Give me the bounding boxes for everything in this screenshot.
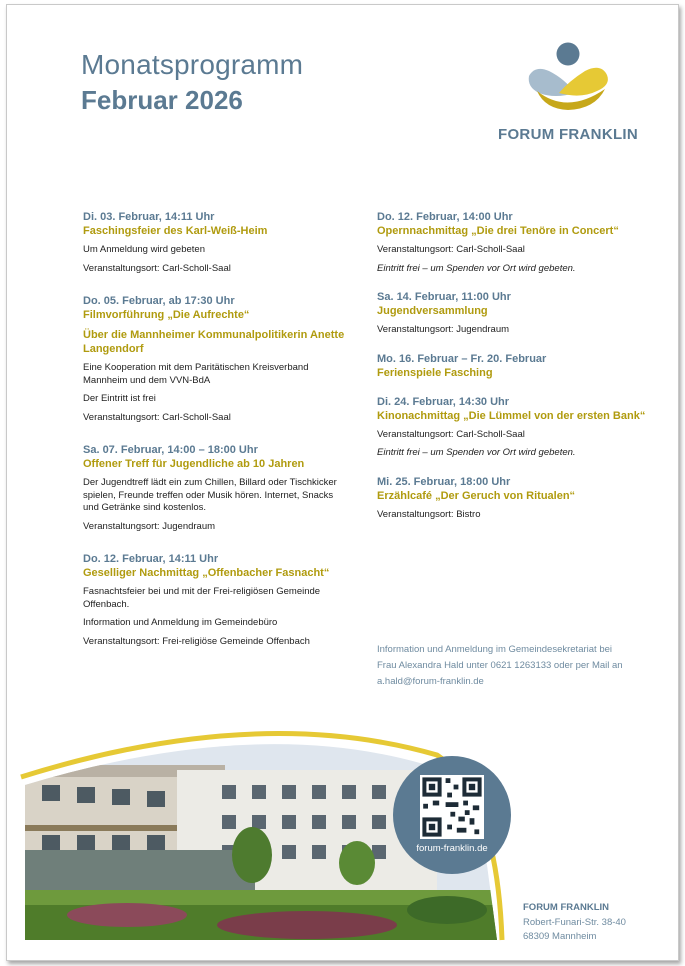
event-title: Opernnachmittag „Die drei Tenöre in Concert“ [377, 225, 619, 237]
event-date: Do. 12. Februar, 14:00 Uhr [377, 211, 513, 223]
event-venue: Veranstaltungsort: Jugendraum [83, 520, 216, 532]
event-date: Di. 03. Februar, 14:11 Uhr [83, 211, 215, 223]
event-date: Sa. 14. Februar, 11:00 Uhr [377, 291, 511, 303]
event-date: Do. 05. Februar, ab 17:30 Uhr [83, 295, 235, 307]
logo-text: FORUM FRANKLIN [498, 126, 639, 143]
event-venue: Veranstaltungsort: Bistro [377, 508, 481, 520]
event-venue: Veranstaltungsort: Carl-Scholl-Saal [377, 428, 525, 440]
event-title: Jugendversammlung [377, 305, 488, 317]
event-date: Do. 12. Februar, 14:11 Uhr [83, 553, 219, 565]
qr-url[interactable]: forum-franklin.de [416, 843, 488, 854]
logo-right-wing [559, 68, 608, 96]
event-item [377, 476, 647, 522]
program-page [6, 4, 679, 961]
event-venue: Veranstaltungsort: Carl-Scholl-Saal [377, 244, 525, 255]
event-item [377, 396, 647, 460]
event-date: Mi. 25. Februar, 18:00 Uhr [377, 475, 511, 488]
event-text: Der Jugendtreff lädt ein zum Chillen, Billard oder Tischkicker spielen, Freunde treffen oder Musik hören. Internet, Snacks und Getränke sind kostenlos. [83, 477, 337, 513]
left-event-column [83, 211, 351, 662]
event-title: Erzählcafé „Der Geruch von Ritualen“ [377, 489, 576, 502]
event-item [83, 295, 351, 424]
event-item [83, 444, 351, 533]
logo-head [557, 43, 580, 66]
footer-city: 68309 Mannheim [523, 931, 597, 942]
event-title: Faschingsfeier des Karl-Weiß-Heim [83, 225, 268, 237]
page-month: Februar 2026 [81, 85, 243, 115]
event-venue: Veranstaltungsort: Jugendraum [377, 324, 510, 335]
event-item [377, 291, 647, 337]
event-text: Eine Kooperation mit dem Paritätischen Kreisverband Mannheim und dem VVN-BdA [83, 362, 309, 386]
event-venue: Veranstaltungsort: Carl-Scholl-Saal [83, 262, 231, 274]
footer-org-name: FORUM FRANKLIN [523, 902, 610, 913]
event-title: Kinonachmittag „Die Lümmel von der ersten Bank“ [377, 409, 646, 422]
right-event-column [377, 211, 647, 535]
event-title: Filmvorführung „Die Aufrechte“ [83, 309, 250, 321]
event-item [377, 211, 647, 275]
event-item [83, 211, 351, 275]
contact-info-line: Frau Alexandra Hald unter 0621 1263133 oder per Mail an [377, 660, 623, 671]
event-note: Eintritt frei – um Spenden vor Ort wird gebeten. [377, 262, 576, 274]
event-text: Fasnachtsfeier bei und mit der Frei-religiösen Gemeinde Offenbach. [83, 586, 321, 610]
event-title: Geselliger Nachmittag „Offenbacher Fasnacht“ [83, 567, 330, 579]
contact-info-line: Information und Anmeldung im Gemeindesekretariat bei [377, 644, 612, 655]
contact-email-link[interactable]: a.hald@forum-franklin.de [377, 676, 484, 687]
event-text: Information und Anmeldung im Gemeindebüro [83, 617, 278, 628]
event-text: Der Eintritt ist frei [83, 393, 156, 404]
event-subtitle: Über die Mannheimer Kommunalpolitikerin Anette Langendorf [83, 329, 345, 355]
event-date: Sa. 07. Februar, 14:00 – 18:00 Uhr [83, 444, 258, 456]
event-text: Um Anmeldung wird gebeten [83, 244, 205, 255]
event-item [377, 353, 647, 380]
event-venue: Veranstaltungsort: Carl-Scholl-Saal [83, 411, 231, 423]
event-item [83, 553, 351, 648]
event-venue: Veranstaltungsort: Frei-religiöse Gemeinde Offenbach [83, 635, 310, 647]
event-title: Offener Treff für Jugendliche ab 10 Jahren [83, 458, 305, 470]
event-title: Ferienspiele Fasching [377, 366, 493, 379]
event-date: Di. 24. Februar, 14:30 Uhr [377, 395, 510, 408]
page-title: Monatsprogramm [81, 49, 304, 80]
event-date: Mo. 16. Februar – Fr. 20. Februar [377, 352, 547, 365]
event-note: Eintritt frei – um Spenden vor Ort wird gebeten. [377, 447, 576, 458]
forum-franklin-logo-icon [525, 41, 611, 113]
qr-code-icon[interactable] [420, 775, 484, 839]
contact-info [377, 642, 647, 690]
footer-street: Robert-Funari-Str. 38-40 [523, 917, 626, 928]
